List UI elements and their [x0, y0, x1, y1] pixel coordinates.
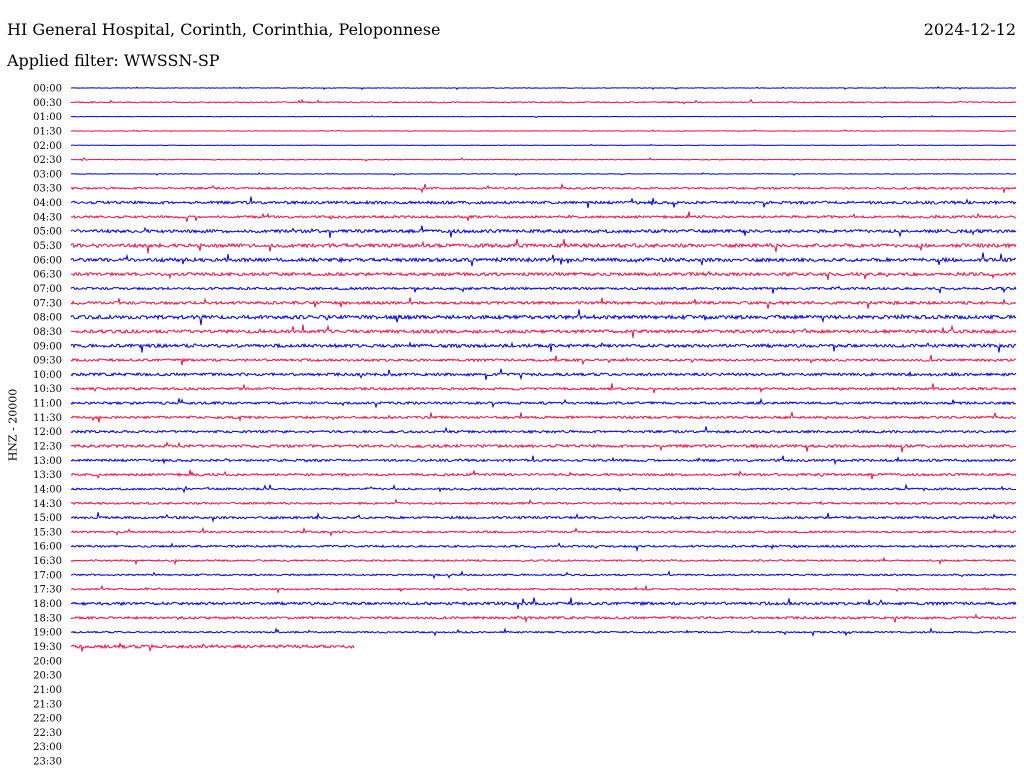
- trace-row: [71, 239, 1016, 254]
- row-time-label: 15:30: [33, 527, 62, 539]
- row-time-label: 02:30: [33, 155, 62, 167]
- trace-row: [71, 355, 1016, 365]
- trace-row: [71, 272, 1016, 280]
- trace-row: [71, 598, 1016, 609]
- row-time-label: 14:00: [33, 484, 62, 496]
- row-time-label: 17:30: [33, 584, 62, 596]
- trace-row: [71, 298, 1016, 309]
- row-time-label: 03:00: [33, 169, 62, 181]
- trace-row: [71, 586, 1016, 593]
- row-time-label: 13:00: [33, 455, 62, 467]
- trace-row: [71, 644, 354, 652]
- row-time-label: 12:00: [33, 427, 62, 439]
- trace-row: [71, 426, 1016, 433]
- row-time-label: 07:00: [33, 283, 62, 295]
- trace-row: [71, 398, 1016, 407]
- row-time-label: 18:00: [33, 599, 62, 611]
- trace-row: [71, 287, 1016, 294]
- row-time-label: 08:00: [33, 312, 62, 324]
- row-time-label: 23:30: [33, 756, 62, 768]
- trace-row: [71, 173, 1016, 175]
- trace-row: [71, 512, 1016, 521]
- row-time-label: 23:00: [33, 742, 62, 754]
- trace-row: [71, 309, 1016, 325]
- row-time-label: 19:00: [33, 627, 62, 639]
- trace-row: [71, 100, 1016, 104]
- trace-row: [71, 412, 1016, 422]
- trace-row: [71, 629, 1016, 636]
- trace-row: [71, 325, 1016, 338]
- trace-row: [71, 528, 1016, 535]
- row-time-label: 13:30: [33, 470, 62, 482]
- row-time-label: 21:30: [33, 699, 62, 711]
- row-time-label: 22:30: [33, 727, 62, 739]
- row-time-label: 12:30: [33, 441, 62, 453]
- trace-row: [71, 130, 1016, 132]
- row-time-label: 18:30: [33, 613, 62, 625]
- row-time-label: 01:00: [33, 112, 62, 124]
- row-time-label: 11:00: [33, 398, 62, 410]
- trace-row: [71, 485, 1016, 492]
- trace-row: [71, 158, 1016, 161]
- row-time-label: 09:00: [33, 341, 62, 353]
- trace-row: [71, 615, 1016, 623]
- row-time-label: 00:30: [33, 97, 62, 109]
- row-time-label: 21:00: [33, 684, 62, 696]
- row-time-label: 00:00: [33, 83, 62, 95]
- row-time-label: 10:30: [33, 384, 62, 396]
- trace-row: [71, 184, 1016, 193]
- channel-label: HNZ - 20000: [6, 388, 20, 462]
- row-time-label: 11:30: [33, 412, 62, 424]
- station-title: HI General Hospital, Corinth, Corinthia, Peloponnese: [7, 20, 441, 39]
- row-time-label: 19:30: [33, 641, 62, 653]
- trace-row: [71, 226, 1016, 238]
- trace-row: [71, 500, 1016, 504]
- trace-row: [71, 116, 1016, 118]
- trace-row: [71, 470, 1016, 479]
- row-time-label: 10:00: [33, 369, 62, 381]
- row-time-label: 02:00: [33, 140, 62, 152]
- row-time-label: 01:30: [33, 126, 62, 138]
- row-time-label: 16:00: [33, 541, 62, 553]
- trace-row: [71, 456, 1016, 464]
- trace-row: [71, 197, 1016, 209]
- row-time-label: 20:00: [33, 656, 62, 668]
- trace-row: [71, 369, 1016, 380]
- row-time-label: 16:30: [33, 556, 62, 568]
- row-time-label: 22:00: [33, 713, 62, 725]
- row-time-label: 04:00: [33, 198, 62, 210]
- trace-row: [71, 144, 1016, 145]
- row-time-label: 14:30: [33, 498, 62, 510]
- trace-row: [71, 572, 1016, 578]
- filter-label: Applied filter: WWSSN-SP: [7, 51, 220, 70]
- row-time-label: 08:30: [33, 326, 62, 338]
- row-time-label: 15:00: [33, 513, 62, 525]
- trace-row: [71, 543, 1016, 550]
- trace-row: [71, 87, 1016, 90]
- trace-row: [71, 558, 1016, 564]
- trace-row: [71, 443, 1016, 453]
- row-time-label: 17:00: [33, 570, 62, 582]
- row-time-label: 06:00: [33, 255, 62, 267]
- row-time-label: 07:30: [33, 298, 62, 310]
- trace-row: [71, 212, 1016, 222]
- row-time-label: 06:30: [33, 269, 62, 281]
- row-time-label: 05:00: [33, 226, 62, 238]
- row-time-label: 05:30: [33, 241, 62, 253]
- row-time-label: 04:30: [33, 212, 62, 224]
- trace-row: [71, 383, 1016, 393]
- date-label: 2024-12-12: [923, 20, 1016, 39]
- row-time-label: 20:30: [33, 670, 62, 682]
- trace-row: [71, 343, 1016, 353]
- row-time-label: 09:30: [33, 355, 62, 367]
- trace-row: [71, 252, 1016, 266]
- row-time-label: 03:30: [33, 183, 62, 195]
